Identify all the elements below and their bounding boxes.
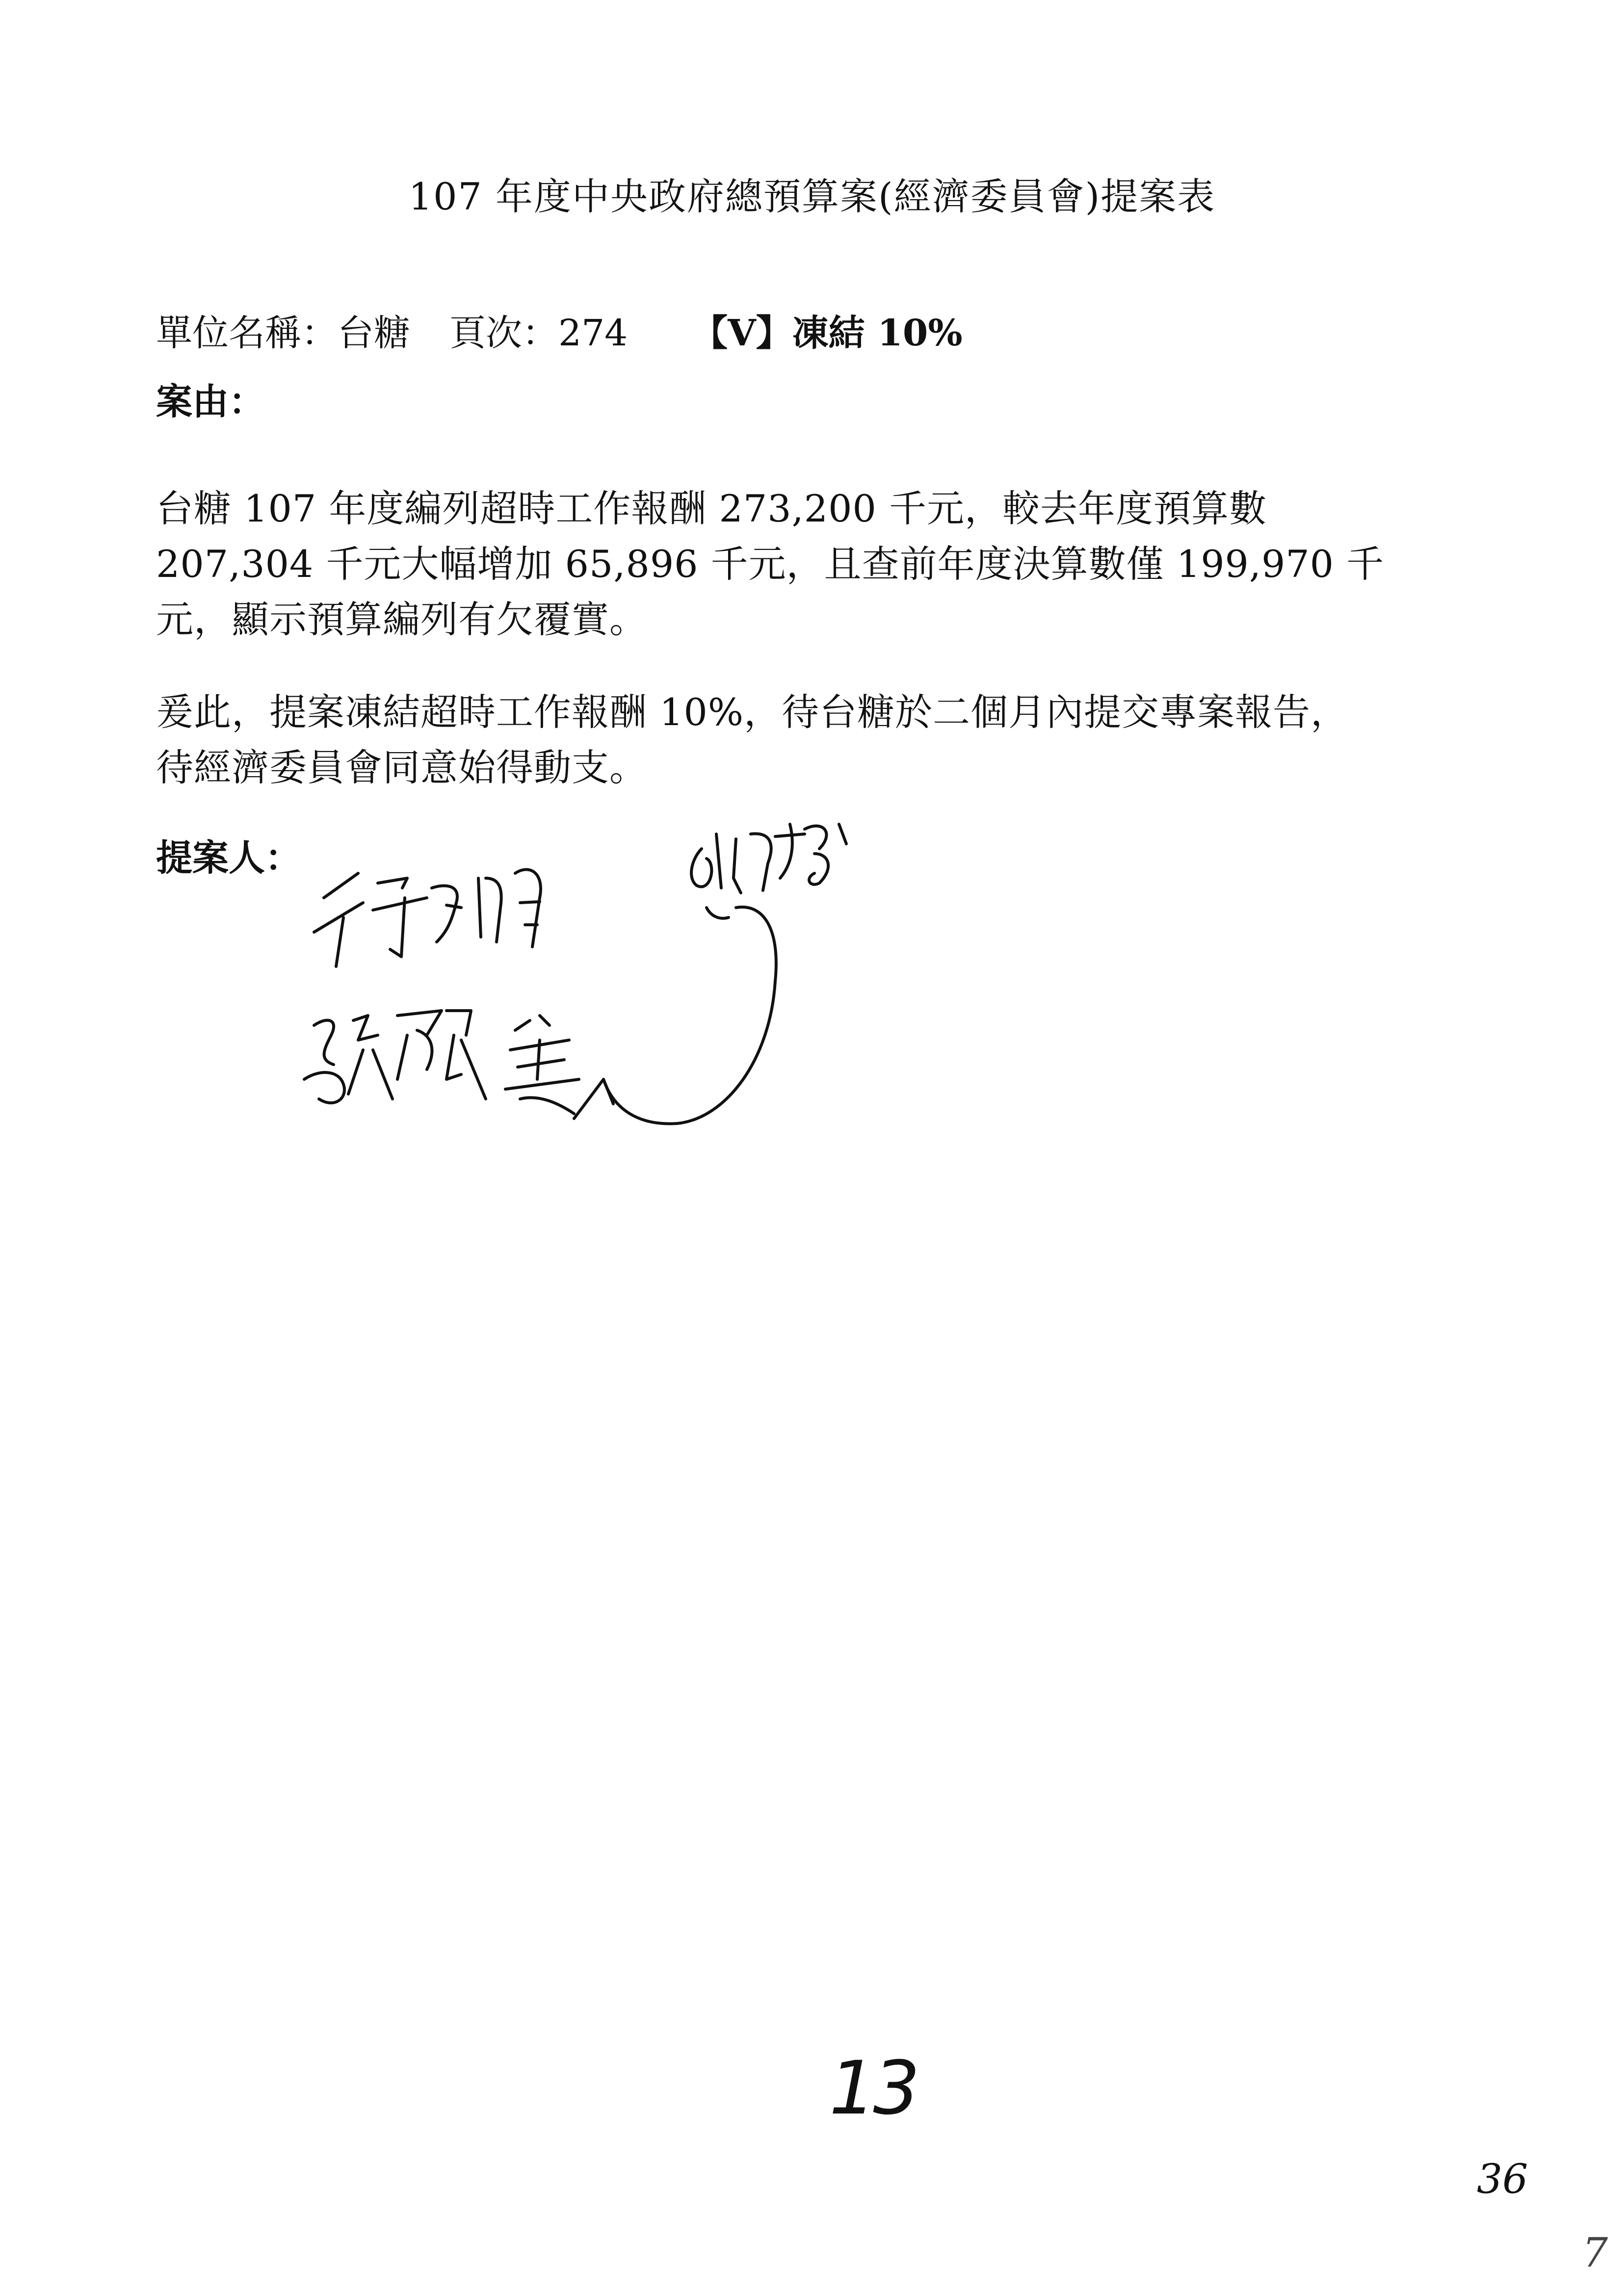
meta-line [156,304,963,356]
page-title: 107 年度中央政府總預算案(經濟委員會)提案表 [408,175,1216,218]
paragraph-line: 元，顯示預算編列有欠覆實。 [156,598,647,641]
paragraph-line: 待經濟委員會同意始得動支。 [156,746,647,789]
reason-label: 案由： [156,381,265,423]
paragraph-line: 台糖 107 年度編列超時工作報酬 273,200 千元，較去年度預算數 [156,487,1267,530]
freeze-action: 【V】凍結 10% [691,312,963,354]
signature-3 [304,1011,579,1114]
handwritten-page-number: 13 [829,2046,917,2131]
signature-1 [314,869,541,966]
proposer-label: 提案人： [156,837,301,879]
corner-number-1: 36 [1477,2156,1528,2203]
paragraph-line: 207,304 千元大幅增加 65,896 千元，且查前年度決算數僅 199,970 千 [156,542,1385,586]
connector-arrow [574,907,776,1124]
paragraph-line: 爰此，提案凍結超時工作報酬 10%，待台糖於二個月內提交專案報告， [156,690,1349,734]
page-reference: 頁次：274 [449,312,628,354]
reason-paragraph-2 [156,684,1481,795]
signature-2 [691,824,846,893]
reason-paragraph-1 [156,481,1481,647]
corner-number-2: 7 [1582,2230,1608,2276]
unit-name: 單位名稱：台糖 [156,312,410,354]
handwritten-signatures [285,805,971,1246]
